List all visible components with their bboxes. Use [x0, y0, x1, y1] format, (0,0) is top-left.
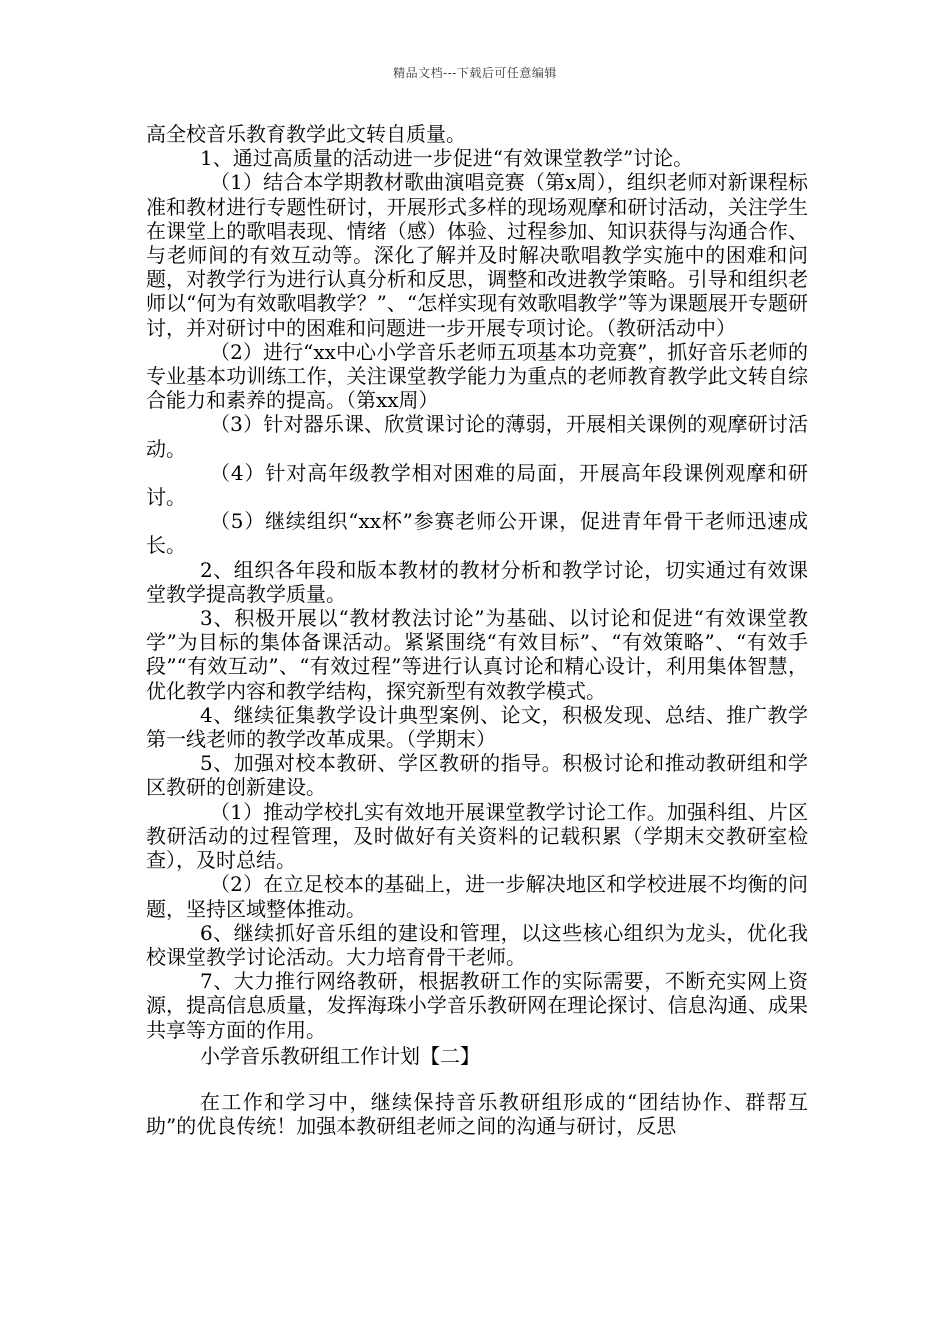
- paragraph: （3）针对器乐课、欣赏课讨论的薄弱，开展相关课例的观摩研讨活动。: [146, 412, 808, 461]
- paragraph: 在工作和学习中，继续保持音乐教研组形成的“团结协作、群帮互助”的优良传统！加强本教研组老师之间的沟通与研讨，反思: [146, 1089, 808, 1139]
- paragraph: （5）继续组织“xx杯”参赛老师公开课，促进青年骨干老师迅速成长。: [146, 509, 808, 558]
- paragraph: 5、加强对校本教研、学区教研的指导。积极讨论和推动教研组和学区教研的创新建设。: [146, 751, 808, 800]
- paragraph: 3、积极开展以“教材教法讨论”为基础、以讨论和促进“有效课堂教学”为目标的集体备课活动。紧紧围绕“有效目标”、“有效策略”、“有效手段”“有效互动”、“有效过程”等进行认真讨论和精心设计，利用集体智慧，优化教学内容和教学结构，探究新型有效教学模式。: [146, 606, 808, 703]
- blank-line: [146, 1068, 808, 1090]
- paragraph: 高全校音乐教育教学此文转自质量。: [146, 122, 466, 146]
- section-title: 小学音乐教研组工作计划【二】: [200, 1043, 480, 1068]
- paragraph: 7、大力推行网络教研，根据教研工作的实际需要，不断充实网上资源，提高信息质量，发挥海珠小学音乐教研网在理论探讨、信息沟通、成果共享等方面的作用。: [146, 969, 808, 1042]
- paragraph: 4、继续征集教学设计典型案例、论文，积极发现、总结、推广教学第一线老师的教学改革成果。（学期末）: [146, 702, 808, 752]
- paragraph: （2）在立足校本的基础上，进一步解决地区和学校进展不均衡的问题，坚持区域整体推动。: [146, 872, 808, 921]
- paragraph: （1）推动学校扎实有效地开展课堂教学讨论工作。加强科组、片区教研活动的过程管理，及时做好有关资料的记载积累（学期末交教研室检查），及时总结。: [146, 799, 808, 873]
- paragraph: （1）结合本学期教材歌曲演唱竞赛（第x周），组织老师对新课程标准和教材进行专题性研讨，开展形式多样的现场观摩和研讨活动，关注学生在课堂上的歌唱表现、情绪（感）体验、过程参加、知识获得与沟通合作、与老师间的有效互动等。深化了解并及时解决歌唱教学实施中的困难和问题，对教学行为进行认真分析和反思，调整和改进教学策略。引导和组织老师以“何为有效歌唱教学？”、“怎样实现有效歌唱教学”等为课题展开专题研讨，并对研讨中的困难和问题进一步开展专项讨论。（教研活动中）: [146, 170, 808, 340]
- paragraph: 6、继续抓好音乐组的建设和管理，以这些核心组织为龙头，优化我校课堂教学讨论活动。大力培育骨干老师。: [146, 920, 808, 969]
- paragraph: 1、通过高质量的活动进一步促进“有效课堂教学”讨论。: [200, 146, 694, 171]
- paragraph: 2、组织各年段和版本教材的教材分析和教学讨论，切实通过有效课堂教学提高教学质量。: [146, 557, 808, 606]
- page-header: 精品文档---下载后可任意编辑: [393, 66, 557, 80]
- paragraph: （2）进行“xx中心小学音乐老师五项基本功竞赛”，抓好音乐老师的专业基本功训练工作，关注课堂教学能力为重点的老师教育教学此文转自综合能力和素养的提高。（第xx周）: [146, 339, 808, 413]
- paragraph: （4）针对高年级教学相对困难的局面，开展高年段课例观摩和研讨。: [146, 460, 808, 510]
- document-body: [146, 122, 808, 1138]
